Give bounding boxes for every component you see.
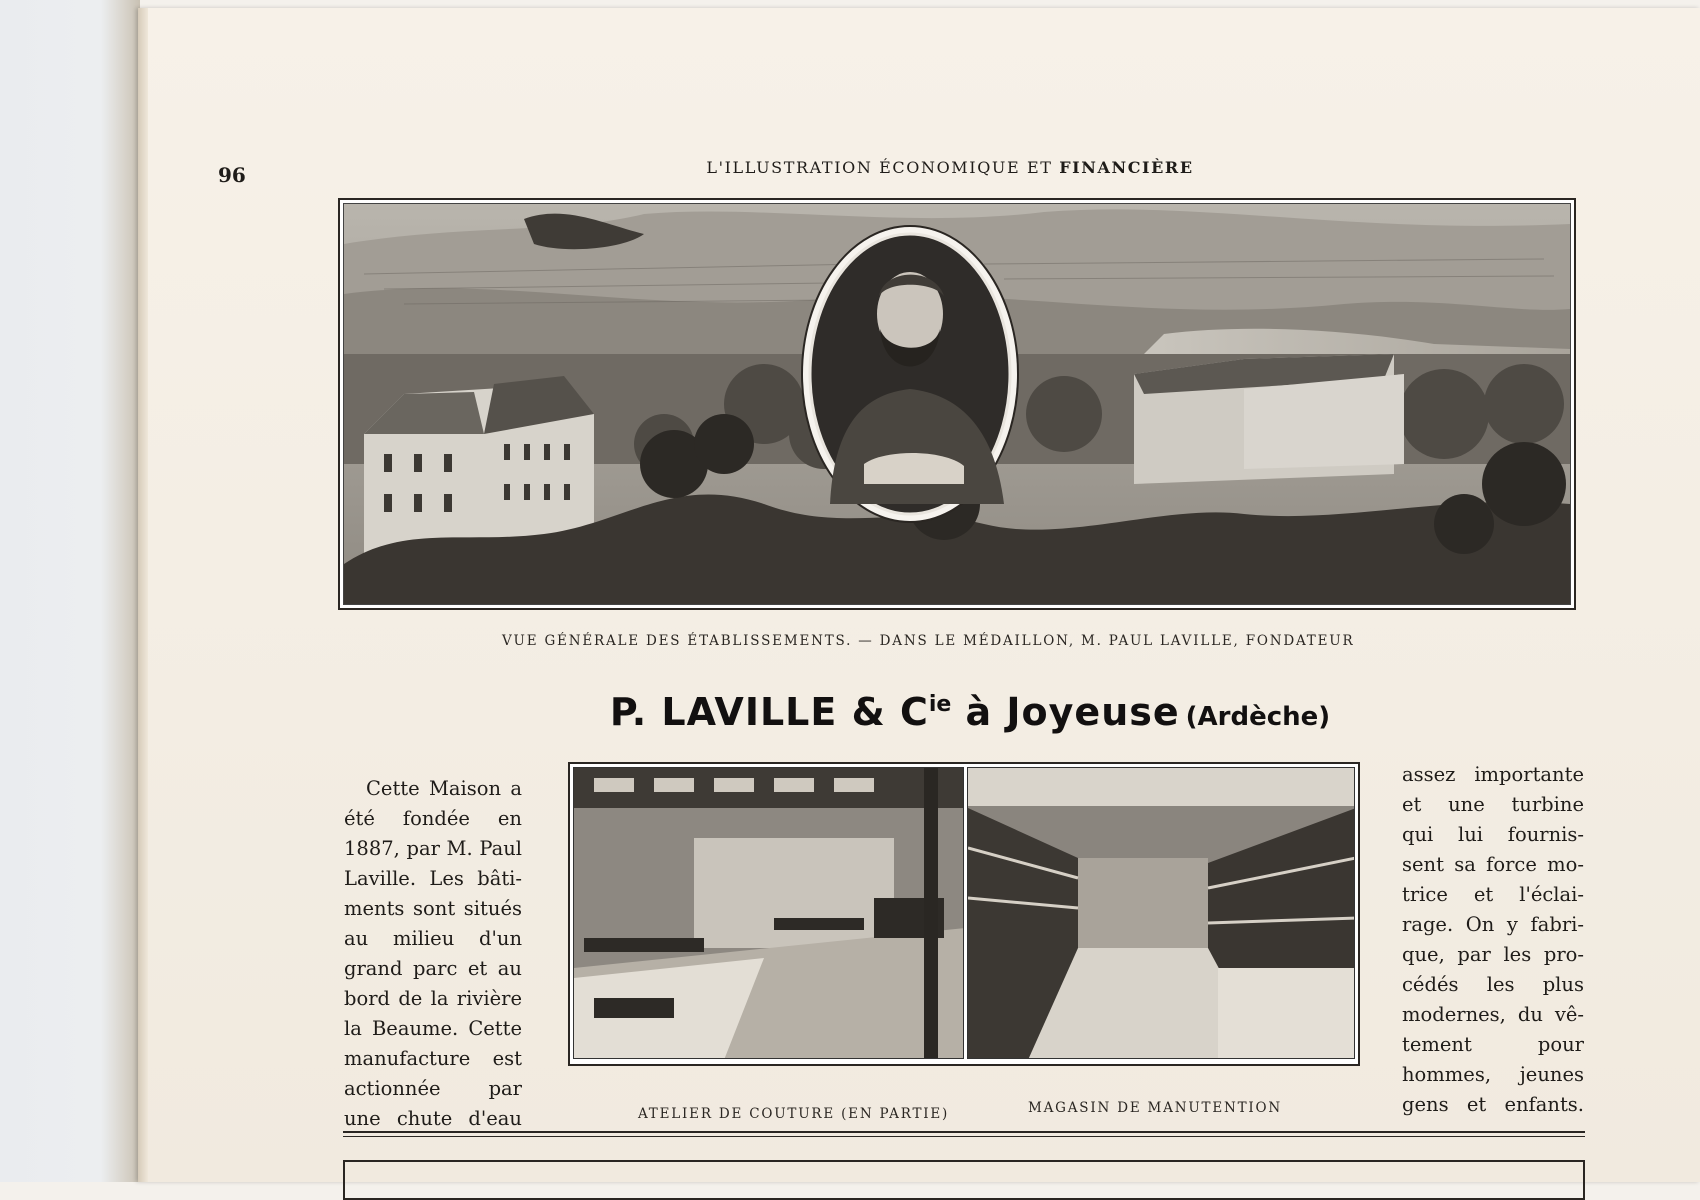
right-text-column: [1402, 760, 1584, 1120]
running-head: [540, 158, 1360, 177]
panorama-photo: [343, 203, 1571, 605]
next-section-frame: [343, 1160, 1585, 1200]
text-line: cédés les plus: [1402, 973, 1584, 996]
text-line: actionnée par: [344, 1077, 522, 1100]
panorama-photo-frame: [338, 198, 1576, 610]
sewing-workshop-photo: [573, 767, 964, 1059]
text-line: sent sa force mo-: [1402, 853, 1584, 876]
text-line: hommes, jeunes: [1402, 1063, 1584, 1086]
interior-photos-frame: [568, 762, 1360, 1066]
text-line: la Beaume. Cette: [344, 1017, 522, 1040]
text-line: rage. On y fabri-: [1402, 913, 1584, 936]
running-head-title: L'ILLUSTRATION ÉCONOMIQUE ET: [706, 158, 1060, 177]
text-line: modernes, du vê-: [1402, 1003, 1584, 1026]
text-line: été fondée en: [344, 807, 522, 830]
sewing-workshop-illustration: [574, 768, 964, 1059]
text-line: gens et enfants.: [1402, 1093, 1584, 1116]
text-line: trice et l'éclai-: [1402, 883, 1584, 906]
text-line: et une turbine: [1402, 793, 1584, 816]
headline-department: (Ardèche): [1185, 702, 1331, 732]
text-line: assez importante: [1402, 763, 1584, 786]
article-headline: [520, 690, 1420, 734]
panorama-caption: VUE GÉNÉRALE DES ÉTABLISSEMENTS. — DANS LE MÉDAILLON, M. PAUL LAVILLE, FONDATEUR: [502, 633, 1355, 649]
text-line: Cette Maison a: [366, 777, 522, 800]
handling-warehouse-photo: [967, 767, 1355, 1059]
text-line: tement pour: [1402, 1033, 1584, 1056]
running-head-title-bold: FINANCIÈRE: [1059, 158, 1194, 177]
headline-location: à Joyeuse: [951, 690, 1180, 734]
text-line: que, par les pro-: [1402, 943, 1584, 966]
bottom-divider: [343, 1131, 1585, 1137]
headline-superscript: ie: [928, 692, 952, 717]
text-line: au milieu d'un: [344, 927, 522, 950]
text-line: Laville. Les bâti-: [344, 867, 522, 890]
headline-main: P. LAVILLE & C: [609, 690, 929, 734]
warehouse-caption: MAGASIN DE MANUTENTION: [1028, 1100, 1283, 1116]
panorama-illustration: [344, 204, 1570, 604]
text-line: 1887, par M. Paul: [344, 837, 522, 860]
page-edge: [138, 8, 148, 1182]
text-line: grand parc et au: [344, 957, 522, 980]
handling-warehouse-illustration: [968, 768, 1355, 1059]
text-line: ments sont situés: [344, 897, 522, 920]
page-number: 96: [218, 163, 246, 187]
scan-background: [0, 0, 140, 1182]
text-line: une chute d'eau: [344, 1107, 522, 1130]
text-line: bord de la rivière: [344, 987, 522, 1010]
text-line: manufacture est: [344, 1047, 522, 1070]
sewing-workshop-caption: ATELIER DE COUTURE (EN PARTIE): [638, 1106, 950, 1122]
left-text-column: [344, 774, 522, 1134]
text-line: qui lui fournis-: [1402, 823, 1584, 846]
